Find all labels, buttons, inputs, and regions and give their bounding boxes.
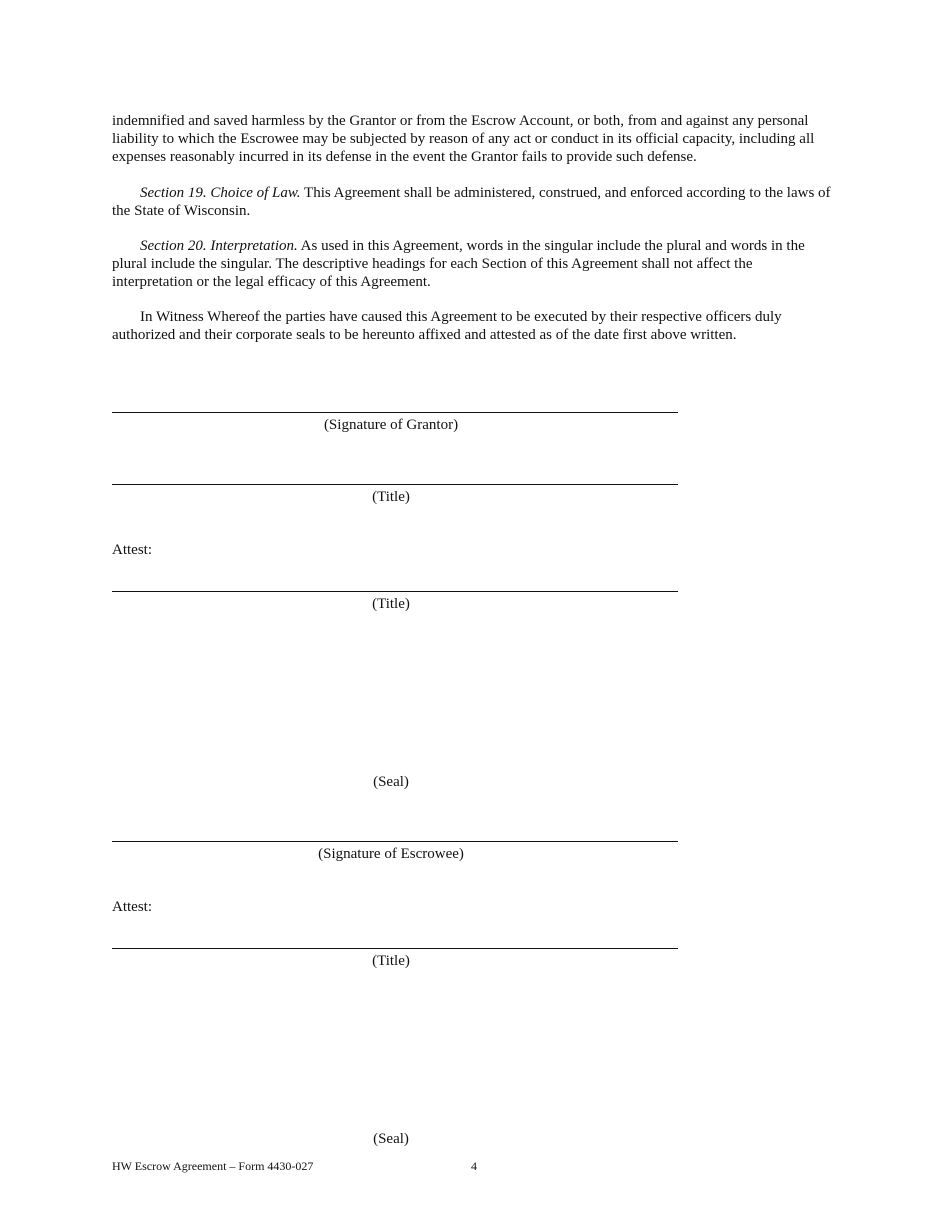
section-19-paragraph [112, 184, 836, 220]
grantor-seal-caption: (Seal) [373, 774, 409, 790]
grantor-attest-title-caption: (Title) [372, 596, 410, 612]
footer-page-number: 4 [471, 1159, 477, 1173]
escrowee-attest-title-line [112, 948, 678, 949]
escrowee-signature-caption: (Signature of Escrowee) [318, 846, 464, 862]
section-20-paragraph [112, 237, 836, 291]
escrowee-seal-caption: (Seal) [373, 1131, 409, 1147]
section-20-heading: Section 20. Interpretation. [140, 238, 298, 254]
continuation-paragraph: indemnified and saved harmless by the Grantor or from the Escrow Account, or both, from and against any personal liability to which the Escrowee may be subjected by reason of any act or conduct in its official capacity, including all expenses reasonably incurred in its defense in the event the Grantor fails to provide such defense. [112, 113, 815, 165]
footer-form-name: HW Escrow Agreement – Form 4430-027 [112, 1159, 314, 1173]
section-19-heading: Section 19. Choice of Law. [140, 185, 301, 201]
section-19-text: This Agreement shall be administered, construed, and enforced according to the laws of the State of Wisconsin. [112, 185, 831, 219]
grantor-signature-caption: (Signature of Grantor) [323, 417, 459, 433]
witness-paragraph: In Witness Whereof the parties have caused this Agreement to be executed by their respective officers duly authorized and their corporate seals to be hereunto affixed and attested as of the date first above written. [112, 309, 782, 343]
grantor-signature-line [112, 412, 678, 413]
escrowee-attest-title-caption: (Title) [372, 953, 410, 969]
section-20-text: As used in this Agreement, words in the singular include the plural and words in the plural include the singular. The descriptive headings for each Section of this Agreement shall not affect the interpretation or the legal efficacy of this Agreement. [112, 238, 805, 290]
grantor-title-caption: (Title) [372, 489, 410, 505]
grantor-attest-label: Attest: [112, 542, 152, 558]
grantor-attest-title-line [112, 591, 678, 592]
escrowee-attest-label: Attest: [112, 899, 152, 915]
escrowee-signature-line [112, 841, 678, 842]
grantor-title-line [112, 484, 678, 485]
